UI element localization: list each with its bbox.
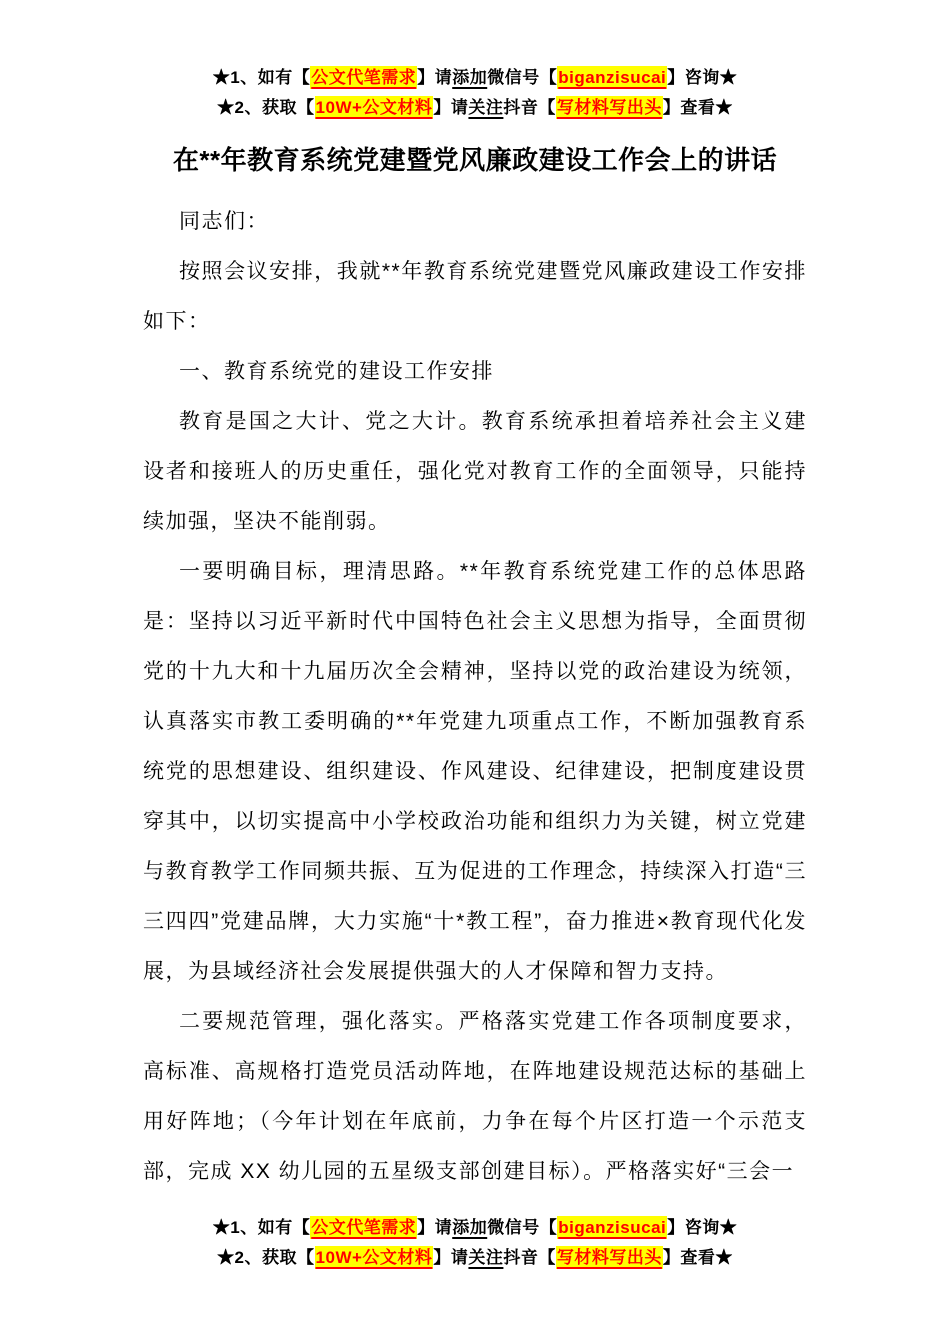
promo2-prefix: ★2、获取【	[217, 1248, 315, 1267]
paragraph-intro: 按照会议安排，我就**年教育系统党建暨党风廉政建设工作安排如下：	[143, 260, 807, 333]
promo1-suffix: 】咨询★	[667, 1218, 738, 1237]
paragraph-education-importance: 教育是国之大计、党之大计。教育系统承担着培养社会主义建设者和接班人的历史重任，强化党对教育工作的全面领导，只能持续加强，坚决不能削弱。	[143, 410, 807, 533]
header-promo	[0, 63, 950, 123]
promo1-highlight-service: 公文代笔需求	[311, 68, 417, 87]
promo1-underline-add: 添加	[452, 68, 488, 87]
promo1-wechat-id: biganzisucai	[558, 1218, 667, 1237]
paragraph-point-two-truncated: 二要规范管理，强化落实。严格落实党建工作各项制度要求，高标准、高规格打造党员活动阵地，在阵地建设规范达标的基础上用好阵地；（今年计划在年底前，力争在每个片区打造一个示范支部，完成 XX 幼儿园的五星级支部创建目标）。严格落实好“三会一	[143, 1010, 807, 1183]
promo2-mid2: 抖音【	[503, 98, 556, 117]
promo2-highlight-material: 10W+公文材料	[315, 1248, 433, 1267]
footer-promo	[0, 1213, 950, 1273]
promo2-suffix: 】查看★	[662, 1248, 733, 1267]
paragraph-point-one: 一要明确目标，理清思路。**年教育系统党建工作的总体思路是：坚持以习近平新时代中国特色社会主义思想为指导，全面贯彻党的十九大和十九届历次全会精神，坚持以党的政治建设为统领，认真落实市教工委明确的**年党建九项重点工作，不断加强教育系统党的思想建设、组织建设、作风建设、纪律建设，把制度建设贯穿其中，以切实提高中小学校政治功能和组织力为关键，树立党建与教育教学工作同频共振、互为促进的工作理念，持续深入打造“三三四四”党建品牌，大力实施“十*教工程”，奋力推进×教育现代化发展，为县域经济社会发展提供强大的人才保障和智力支持。	[143, 560, 807, 983]
promo1-suffix: 】咨询★	[667, 68, 738, 87]
promo2-underline-follow: 关注	[468, 1248, 504, 1267]
promo2-mid2: 抖音【	[503, 1248, 556, 1267]
promo1-highlight-service: 公文代笔需求	[311, 1218, 417, 1237]
footer-promo-line-2	[0, 1243, 950, 1273]
paragraph-section-heading: 一、教育系统党的建设工作安排	[179, 360, 494, 383]
header-promo-line-2	[0, 93, 950, 123]
document-body	[143, 197, 807, 1209]
promo2-prefix: ★2、获取【	[217, 98, 315, 117]
salutation: 同志们：	[179, 210, 269, 233]
promo1-mid1: 】请	[417, 1218, 453, 1237]
promo2-douyin-id: 写材料写出头	[556, 1248, 662, 1267]
promo1-prefix: ★1、如有【	[212, 1218, 311, 1237]
promo1-mid2: 微信号【	[487, 68, 558, 87]
promo2-suffix: 】查看★	[662, 98, 733, 117]
promo1-wechat-id: biganzisucai	[558, 68, 667, 87]
promo1-underline-add: 添加	[452, 1218, 488, 1237]
promo2-highlight-material: 10W+公文材料	[315, 98, 433, 117]
promo1-mid1: 】请	[417, 68, 453, 87]
promo1-prefix: ★1、如有【	[212, 68, 311, 87]
footer-promo-line-1	[0, 1213, 950, 1243]
document-title: 在**年教育系统党建暨党风廉政建设工作会上的讲话	[172, 145, 778, 175]
promo2-underline-follow: 关注	[468, 98, 504, 117]
promo1-mid2: 微信号【	[487, 1218, 558, 1237]
promo2-douyin-id: 写材料写出头	[556, 98, 662, 117]
promo2-mid1: 】请	[433, 98, 469, 117]
promo2-mid1: 】请	[433, 1248, 469, 1267]
header-promo-line-1	[0, 63, 950, 93]
